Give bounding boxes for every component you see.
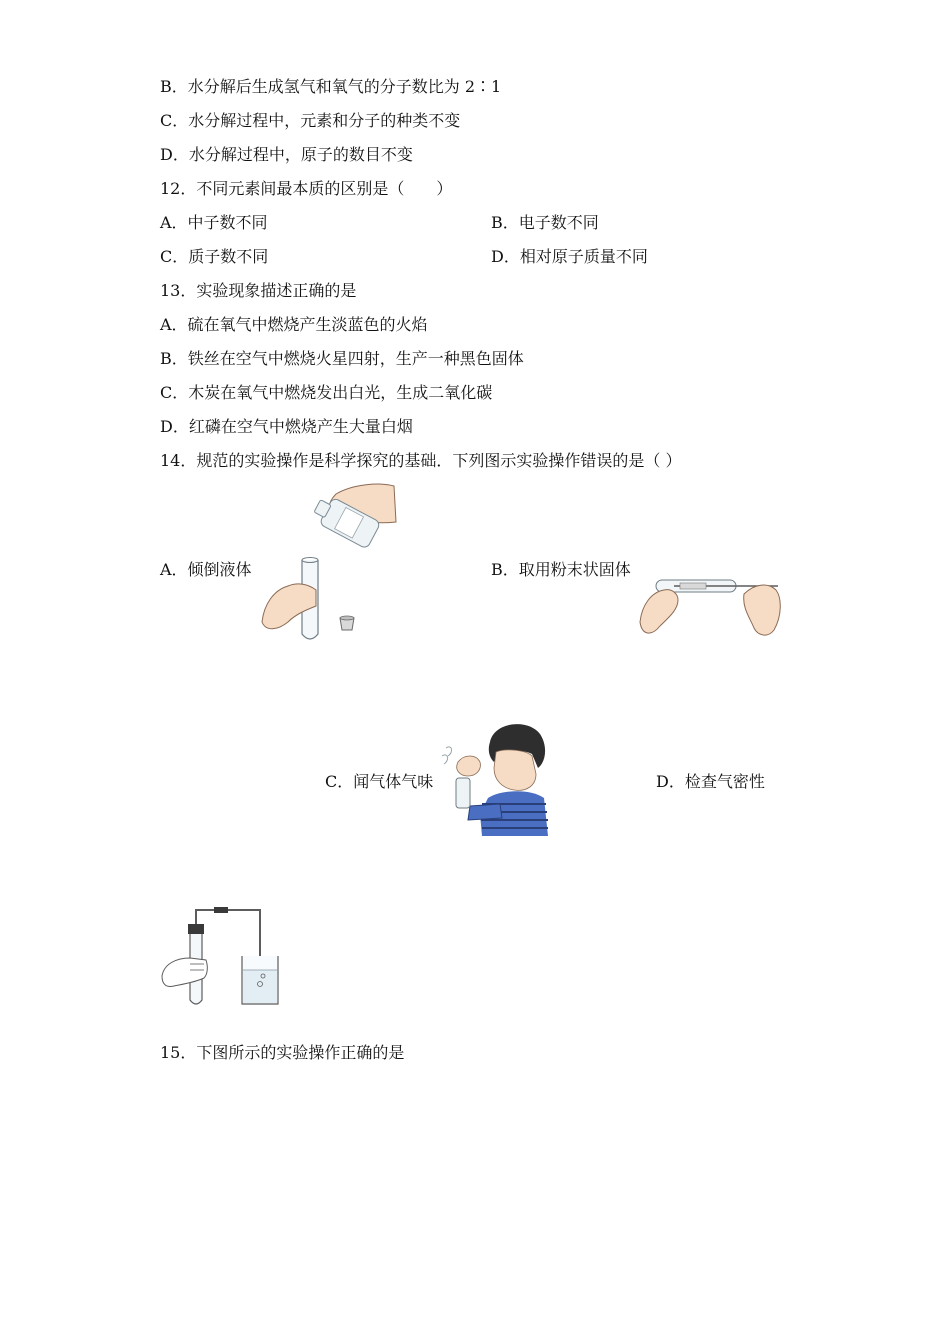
q11-option-d: D．水分解过程中，原子的数目不变	[160, 145, 413, 164]
q14-option-d: D．检查气密性	[656, 772, 765, 791]
q12-stem: 12．不同元素间最本质的区别是（ ）	[160, 179, 453, 198]
powder-solid-illustration	[638, 566, 784, 640]
pouring-liquid-illustration	[258, 482, 398, 644]
q13-option-a: A．硫在氧气中燃烧产生淡蓝色的火焰	[160, 315, 428, 334]
q13-option-b: B．铁丝在空气中燃烧火星四射，生产一种黑色固体	[160, 349, 524, 368]
q11-option-c: C．水分解过程中，元素和分子的种类不变	[160, 111, 461, 130]
q14-option-c: C．闻气体气味	[325, 772, 434, 791]
q12-option-a: A．中子数不同	[160, 213, 268, 232]
q12-option-b: B．电子数不同	[491, 213, 599, 232]
q14-option-b: B．取用粉末状固体	[491, 560, 631, 579]
q12-option-c: C．质子数不同	[160, 247, 269, 266]
q13-option-c: C．木炭在氧气中燃烧发出白光，生成二氧化碳	[160, 383, 493, 402]
q14-option-a: A．倾倒液体	[160, 560, 252, 579]
q13-option-d: D．红磷在空气中燃烧产生大量白烟	[160, 417, 413, 436]
smelling-gas-illustration	[440, 718, 552, 836]
q13-stem: 13．实验现象描述正确的是	[160, 281, 357, 300]
q14-stem: 14．规范的实验操作是科学探究的基础．下列图示实验操作错误的是（ ）	[160, 451, 682, 470]
q15-stem: 15．下图所示的实验操作正确的是	[160, 1043, 405, 1062]
airtightness-check-illustration	[160, 904, 284, 1008]
q12-option-d: D．相对原子质量不同	[491, 247, 648, 266]
q11-option-b: B．水分解后生成氢气和氧气的分子数比为 2∶1	[160, 77, 502, 96]
